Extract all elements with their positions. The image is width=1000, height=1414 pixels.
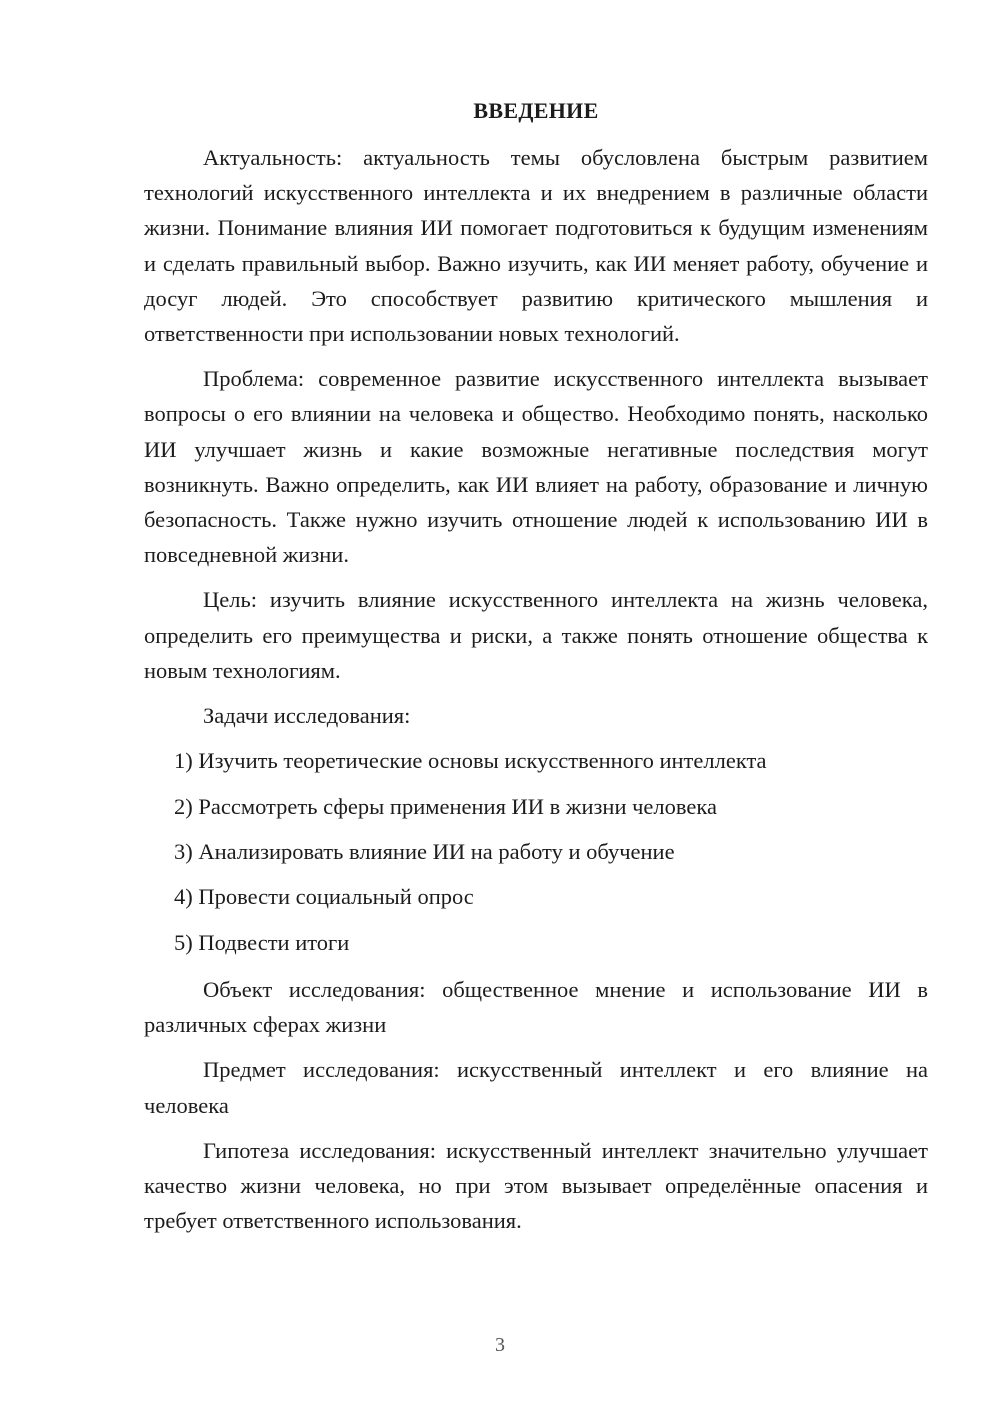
document-page [144, 96, 928, 1248]
relevance-paragraph: Актуальность: актуальность темы обусловлена быстрым развитием технологий искусственного интеллекта и их внедрением в различные области жизни. Понимание влияния ИИ помогает подготовиться к будущим изменениям и сделать правильный выбор. Важно изучить, как ИИ меняет работу, обучение и досуг людей. Это способствует развитию критического мышления и ответственности при использовании новых технологий. [144, 145, 928, 347]
subject-paragraph: Предмет исследования: искусственный интеллект и его влияние на человека [144, 1057, 928, 1118]
list-item: 5) Подвести итоги [174, 929, 350, 955]
task-list [144, 743, 928, 960]
page-number: 3 [495, 1334, 505, 1356]
list-item: 4) Провести социальный опрос [174, 884, 474, 910]
list-item: 3) Анализировать влияние ИИ на работу и обучение [174, 839, 675, 865]
object-paragraph: Объект исследования: общественное мнение и использование ИИ в различных сферах жизни [144, 977, 928, 1038]
list-item: 1) Изучить теоретические основы искусственного интеллекта [174, 748, 767, 774]
page-title: ВВЕДЕНИЕ [473, 98, 599, 123]
goal-paragraph: Цель: изучить влияние искусственного интеллекта на жизнь человека, определить его преимущества и риски, а также понять отношение общества к новым технологиям. [144, 587, 928, 683]
list-item: 2) Рассмотреть сферы применения ИИ в жизни человека [174, 793, 717, 819]
problem-paragraph: Проблема: современное развитие искусственного интеллекта вызывает вопросы о его влиянии на человека и общество. Необходимо понять, насколько ИИ улучшает жизнь и какие возможные негативные последствия могут возникнуть. Важно определить, как ИИ влияет на работу, образование и личную безопасность. Также нужно изучить отношение людей к использованию ИИ в повседневной жизни. [144, 366, 928, 568]
hypothesis-paragraph: Гипотеза исследования: искусственный интеллект значительно улучшает качество жизни человека, но при этом вызывает определённые опасения и требует ответственного использования. [144, 1137, 928, 1234]
tasks-heading: Задачи исследования: [203, 703, 411, 729]
